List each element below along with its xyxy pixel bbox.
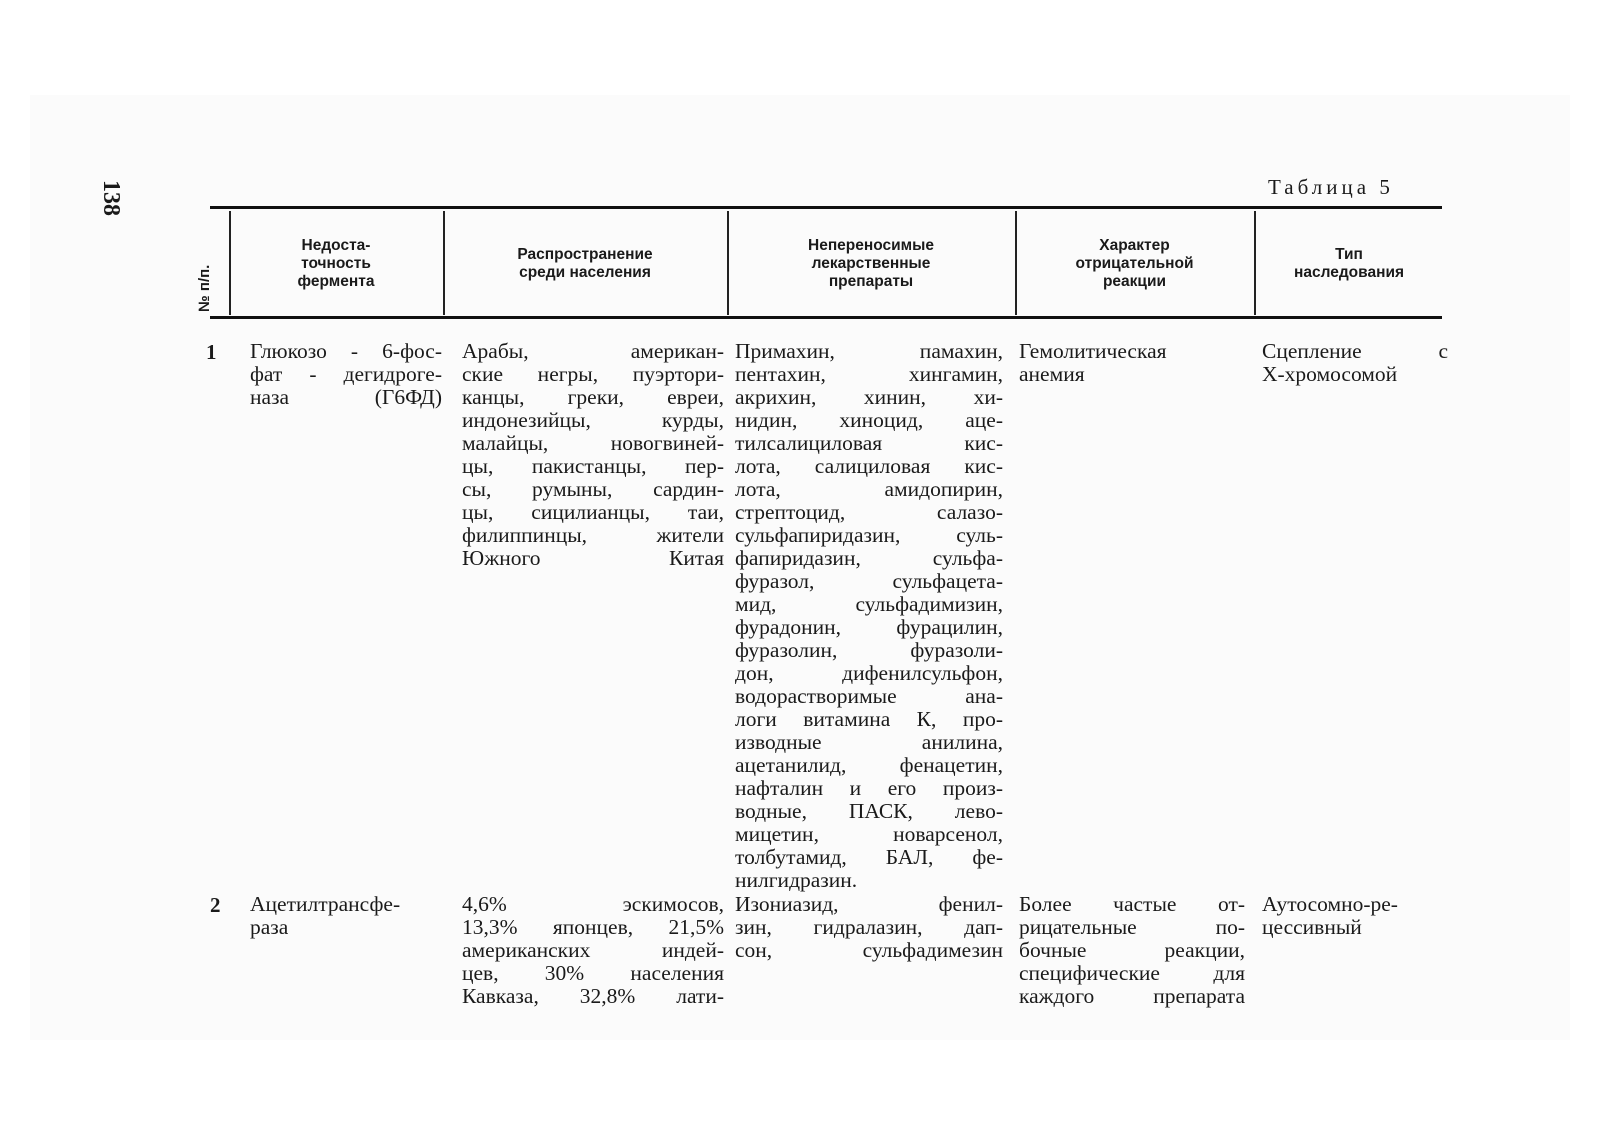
cell-deficiency: Ацетилтрансфе- раза — [250, 892, 401, 939]
cell-inheritance: Аутосомно-ре- цессивный — [1262, 892, 1398, 939]
table-top-rule — [210, 206, 1442, 209]
header-inheritance: Тип наследования — [1293, 245, 1405, 281]
header-reaction: Характер отрицательной реакции — [1075, 236, 1194, 290]
cell-drugs: Изониазид, фенил- зин, гидралазин, дап- сон, сульфадимезин — [735, 892, 1003, 962]
table-caption: Таблица 5 — [1268, 175, 1394, 199]
row-number: 2 — [210, 893, 221, 917]
page-number: 138 — [98, 180, 124, 216]
row-number: 1 — [206, 340, 217, 364]
table-header-rule — [210, 316, 1442, 319]
header-prevalence: Распространение среди населения — [517, 245, 653, 281]
cell-prevalence: 4,6% эскимосов, 13,3% японцев, 21,5% американских индей- цев, 30% населения Кавказа, 32,8% лати- — [462, 892, 724, 1008]
cell-prevalence: Арабы, американ- ские негры, пуэртори- канцы, греки, евреи, индонезийцы, курды, малайцы, новогвиней- цы, пакистанцы, пер- сы, румыны, сардин- цы, сицилианцы, таи, филиппинцы, жители Южного Китая — [462, 339, 724, 570]
cell-reaction: Гемолитическая анемия — [1019, 339, 1167, 386]
cell-drugs: Примахин, памахин, пентахин, хингамин, акрихин, хинин, хи- нидин, хиноцид, аце- тилсалициловая кис- лота, салициловая кис- лота, амидопирин, стрептоцид, салазо- сульфапиридазин, суль- фапиридазин, сульфа- фуразол, сульфацета- мид, сульфадимизин, фурадонин, фурацилин, фуразолин, фуразоли- дон, дифенилсульфон, водорастворимые ана- логи витамина К, про- изводные анилина, ацетанилид, фенацетин, нафталин и его произ- водные, ПАСК, лево- мицетин, новарсенол, толбутамид, БАЛ, фе- нилгидразин. — [735, 339, 1003, 892]
header-number: № п/п. — [196, 264, 213, 312]
header-drugs: Непереносимые лекарственные препараты — [808, 236, 934, 290]
cell-deficiency: Глюкозо - 6-фос- фат - дегидроге- наза (Г6ФД) — [250, 339, 442, 409]
header-deficiency: Недоста- точность фермента — [297, 236, 375, 290]
cell-reaction: Более частые от- рицательные по- бочные реакции, специфические для каждого препарата — [1019, 892, 1245, 1008]
cell-inheritance: Сцепление с Х-хромосомой — [1262, 339, 1448, 386]
